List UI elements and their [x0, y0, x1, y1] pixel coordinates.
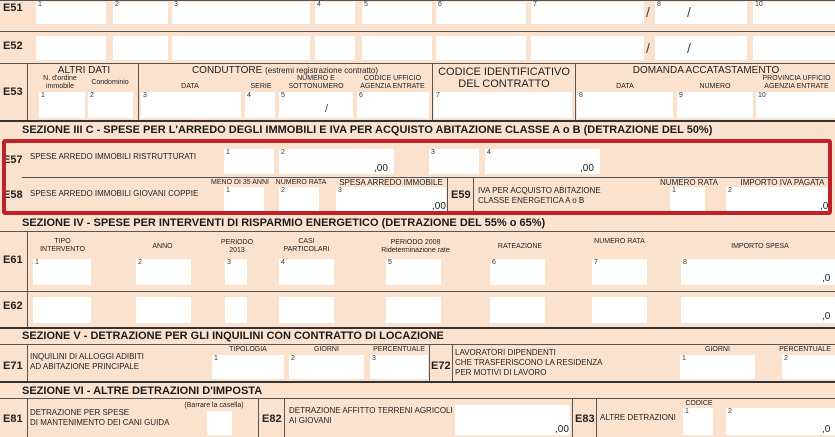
field-number: 4	[281, 259, 285, 266]
divider	[0, 231, 835, 232]
e52-field-2[interactable]	[113, 36, 168, 60]
e52-field-8[interactable]	[655, 36, 747, 60]
tipologia-label: TIPOLOGIA	[229, 346, 267, 353]
field-number: 9	[679, 92, 683, 99]
row-code-e52: E52	[3, 40, 23, 52]
field-number: 2	[281, 149, 285, 156]
e51-field-3[interactable]	[172, 2, 310, 24]
domanda-header: DOMANDA ACCATASTAMENTO	[632, 65, 780, 76]
numero-rata-label: NUMERO RATA	[275, 179, 327, 186]
date-separator: /	[687, 40, 691, 56]
e53-field-3[interactable]	[141, 92, 241, 118]
field-number: 3	[372, 355, 376, 362]
highlight-frame	[2, 139, 832, 215]
divider	[572, 398, 573, 437]
field-number: 7	[533, 1, 537, 8]
field-number: 7	[594, 259, 598, 266]
conduttore-header: CONDUTTORE (estremi registrazione contratto)	[191, 65, 379, 76]
e53-field-8[interactable]	[577, 92, 673, 118]
divider	[575, 63, 576, 120]
field-number: 1	[685, 408, 689, 415]
field-number: 2	[728, 408, 732, 415]
e62-field-7[interactable]	[592, 297, 647, 323]
e52-field-4[interactable]	[315, 36, 355, 60]
date-separator: /	[646, 4, 650, 20]
e51-field-1[interactable]	[36, 2, 106, 24]
divider	[27, 398, 28, 437]
field-number: 2	[115, 1, 119, 8]
e61-field-8[interactable]	[681, 259, 835, 285]
field-number: 6	[438, 1, 442, 8]
periodo-2008-label: PERIODO 2008 Rideterminazione rate	[381, 239, 450, 254]
decimal-suffix: ,0	[822, 424, 831, 435]
e82-field[interactable]	[455, 405, 570, 435]
divider	[0, 291, 835, 292]
divider	[0, 31, 835, 32]
field-number: 3	[338, 187, 342, 194]
divider	[596, 398, 597, 437]
number-separator: /	[325, 103, 329, 115]
serie-label: SERIE	[250, 83, 272, 90]
e51-field-4[interactable]	[315, 2, 355, 24]
field-number: 5	[364, 1, 368, 8]
field-number: 3	[431, 149, 435, 156]
importo-iva-label: IMPORTO IVA PAGATA	[740, 178, 825, 187]
data-label-2: DATA	[616, 83, 634, 90]
field-number: 7	[436, 92, 440, 99]
meno-35-label: MENO DI 35 ANNI	[211, 179, 269, 186]
row-code-e51: E51	[3, 2, 23, 14]
divider	[0, 344, 835, 345]
row-code-e83: E83	[575, 413, 595, 425]
field-number: 1	[682, 355, 686, 362]
decimal-suffix: ,0	[820, 201, 829, 212]
field-number: 3	[143, 92, 147, 99]
divider	[432, 63, 433, 120]
codice-label: CODICE	[685, 400, 713, 407]
field-number: 2	[784, 355, 788, 362]
anno-label: ANNO	[152, 243, 173, 250]
field-number: 8	[579, 92, 583, 99]
e53-field-7[interactable]	[434, 92, 572, 118]
field-number: 4	[247, 92, 251, 99]
periodo-label: PERIODO 2013	[220, 239, 254, 254]
e52-field-3[interactable]	[172, 36, 310, 60]
casi-particolari-label: CASI PARTICOLARI	[283, 238, 330, 253]
field-number: 2	[138, 259, 142, 266]
e62-field-2[interactable]	[136, 297, 191, 323]
e58-label: SPESE ARREDO IMMOBILI GIOVANI COPPIE	[30, 189, 199, 198]
decimal-suffix: ,00	[580, 163, 594, 174]
section-3c-title: SEZIONE III C - SPESE PER L'ARREDO DEGLI IMMOBILI E IVA PER ACQUISTO ABITAZIONE CLASSE A o B (DETRAZIONE DEL 50%)	[22, 124, 713, 136]
field-number: 4	[487, 149, 491, 156]
row-code-e53: E53	[3, 86, 23, 98]
field-number: 10	[758, 92, 766, 99]
divider	[258, 398, 259, 437]
row-code-e62: E62	[3, 300, 23, 312]
field-number: 2	[728, 187, 732, 194]
e61-field-7[interactable]	[592, 259, 647, 285]
decimal-suffix: ,00	[374, 163, 388, 174]
e53-field-6[interactable]	[357, 92, 429, 118]
e82-label: DETRAZIONE AFFITTO TERRENI AGRICOLI AI GIOVANI	[289, 406, 453, 425]
data-label: DATA	[181, 83, 199, 90]
field-number: 10	[755, 1, 763, 8]
numero-rata-label: NUMERO RATA	[660, 178, 718, 187]
row-code-e82: E82	[262, 413, 282, 425]
percentuale-label: PERCENTUALE	[373, 346, 425, 353]
importo-spesa-label: IMPORTO SPESA	[731, 243, 789, 250]
codice-ufficio-label: CODICE UFFICIO AGENZIA ENTRATE	[360, 75, 425, 90]
row-code-e81: E81	[3, 413, 23, 425]
decimal-suffix: ,00	[432, 201, 446, 212]
field-number: 1	[38, 1, 42, 8]
row-code-e57: E57	[3, 154, 23, 166]
e81-checkbox[interactable]	[207, 411, 232, 435]
field-number: 1	[672, 187, 676, 194]
section-divider	[0, 327, 835, 329]
field-number: 1	[226, 149, 230, 156]
field-number: 5	[388, 259, 392, 266]
field-number: 2	[291, 355, 295, 362]
codice-identificativo-header: CODICE IDENTIFICATIVO DEL CONTRATTO	[438, 66, 570, 90]
provincia-label: PROVINCIA UFFICIO AGENZIA ENTRATE	[762, 75, 831, 90]
divider	[27, 231, 28, 327]
e51-field-8[interactable]	[655, 2, 747, 24]
e59-label: IVA PER ACQUISTO ABITAZIONE CLASSE ENERGETICA A o B	[478, 186, 601, 205]
e52-field-7[interactable]	[531, 36, 644, 60]
field-number: 1	[35, 259, 39, 266]
divider	[0, 0, 835, 1]
e83-field-2[interactable]	[726, 408, 835, 435]
altri-dati-header: ALTRI DATI	[57, 65, 111, 76]
date-separator: /	[687, 4, 691, 20]
divider	[0, 63, 835, 64]
section-4-title: SEZIONE IV - SPESE PER INTERVENTI DI RISPARMIO ENERGETICO (DETRAZIONE DEL 55% o 65%)	[22, 217, 546, 229]
section-divider	[0, 381, 835, 383]
e62-field-6[interactable]	[490, 297, 545, 323]
field-number: 2	[281, 187, 285, 194]
e53-field-10[interactable]	[756, 92, 835, 118]
e51-field-6[interactable]	[436, 2, 526, 24]
e62-field-8[interactable]	[681, 297, 835, 323]
e72-label: LAVORATORI DIPENDENTI CHE TRASFERISCONO LA RESIDENZA PER MOTIVI DI LAVORO	[455, 348, 603, 377]
numero-rata-label: NUMERO RATA	[594, 238, 645, 245]
e62-field-3[interactable]	[225, 297, 247, 323]
numero-sottonumero-label: NUMERO E SOTTONUMERO	[288, 75, 344, 90]
field-number: 2	[90, 92, 94, 99]
divider	[0, 398, 835, 399]
field-number: 6	[492, 259, 496, 266]
field-number: 8	[657, 1, 661, 8]
e51-field-7[interactable]	[531, 2, 644, 24]
e51-field-9[interactable]	[753, 2, 835, 24]
field-number: 1	[226, 187, 230, 194]
field-number: 8	[683, 259, 687, 266]
field-number: 5	[281, 92, 285, 99]
divider	[452, 344, 453, 381]
e52-field-5[interactable]	[362, 36, 432, 60]
e71-field-3[interactable]	[370, 355, 428, 379]
section-6-title: SEZIONE VI - ALTRE DETRAZIONI D'IMPOSTA	[22, 385, 263, 397]
giorni-label: GIORNI	[314, 346, 339, 353]
e61-field-4[interactable]	[279, 259, 334, 285]
giorni-label: GIORNI	[705, 346, 730, 353]
divider	[138, 63, 139, 120]
row-code-e61: E61	[3, 254, 23, 266]
field-number: 1	[214, 355, 218, 362]
e62-field-4[interactable]	[279, 297, 334, 323]
e61-field-1[interactable]	[33, 259, 91, 285]
e53-field-2[interactable]	[88, 92, 133, 118]
field-number: 4	[317, 1, 321, 8]
e62-field-5[interactable]	[386, 297, 441, 323]
tipo-intervento-label: TIPO INTERVENTO	[40, 238, 85, 253]
e83-label: ALTRE DETRAZIONI	[600, 413, 676, 422]
decimal-suffix: ,0	[822, 311, 831, 322]
field-number: 1	[41, 92, 45, 99]
section-divider	[0, 120, 835, 122]
e51-field-2[interactable]	[113, 2, 168, 24]
divider	[429, 344, 430, 381]
divider	[27, 344, 28, 381]
date-separator: /	[646, 40, 650, 56]
e61-field-2[interactable]	[136, 259, 191, 285]
condominio-label: Condominio	[91, 79, 129, 86]
e71-field-2[interactable]	[289, 355, 364, 379]
e53-field-5[interactable]	[279, 92, 353, 118]
n-ordine-label: N. d'ordine immobile	[43, 75, 77, 90]
field-number: 3	[227, 259, 231, 266]
row-code-e71: E71	[3, 360, 23, 372]
spesa-arredo-label: SPESA ARREDO IMMOBILE	[339, 178, 443, 187]
divider	[284, 398, 285, 437]
e62-field-1[interactable]	[33, 297, 91, 323]
percentuale-label: PERCENTUALE	[779, 346, 831, 353]
e53-field-1[interactable]	[39, 92, 85, 118]
numero-label: NUMERO	[699, 83, 731, 90]
e71-label: INQUILINI DI ALLOGGI ADIBITI AD ABITAZIONE PRINCIPALE	[30, 352, 144, 371]
section-5-title: SEZIONE V - DETRAZIONE PER GLI INQUILINI CON CONTRATTO DI LOCAZIONE	[22, 330, 444, 342]
e52-field-9[interactable]	[753, 36, 835, 60]
e61-field-5[interactable]	[386, 259, 441, 285]
field-number: 6	[359, 92, 363, 99]
rateazione-label: RATEAZIONE	[497, 243, 543, 250]
e51-field-5[interactable]	[362, 2, 432, 24]
e61-field-6[interactable]	[490, 259, 545, 285]
e53-field-9[interactable]	[677, 92, 753, 118]
e52-field-6[interactable]	[436, 36, 526, 60]
decimal-suffix: ,00	[555, 424, 569, 435]
e52-field-1[interactable]	[36, 36, 106, 60]
e71-field-1[interactable]	[212, 355, 284, 379]
e72-field-1[interactable]	[680, 355, 755, 379]
divider	[27, 63, 28, 120]
field-number: 3	[174, 1, 178, 8]
e57-label: SPESE ARREDO IMMOBILI RISTRUTTURATI	[30, 152, 197, 161]
row-code-e59: E59	[451, 189, 471, 201]
row-code-e72: E72	[431, 360, 451, 372]
e72-field-2[interactable]	[782, 355, 835, 379]
barrare-label: (Barrare la casella)	[184, 402, 244, 409]
decimal-suffix: ,0	[822, 273, 831, 284]
e81-label: DETRAZIONE PER SPESE DI MANTENIMENTO DEI CANI GUIDA	[30, 408, 170, 427]
row-code-e58: E58	[3, 189, 23, 201]
